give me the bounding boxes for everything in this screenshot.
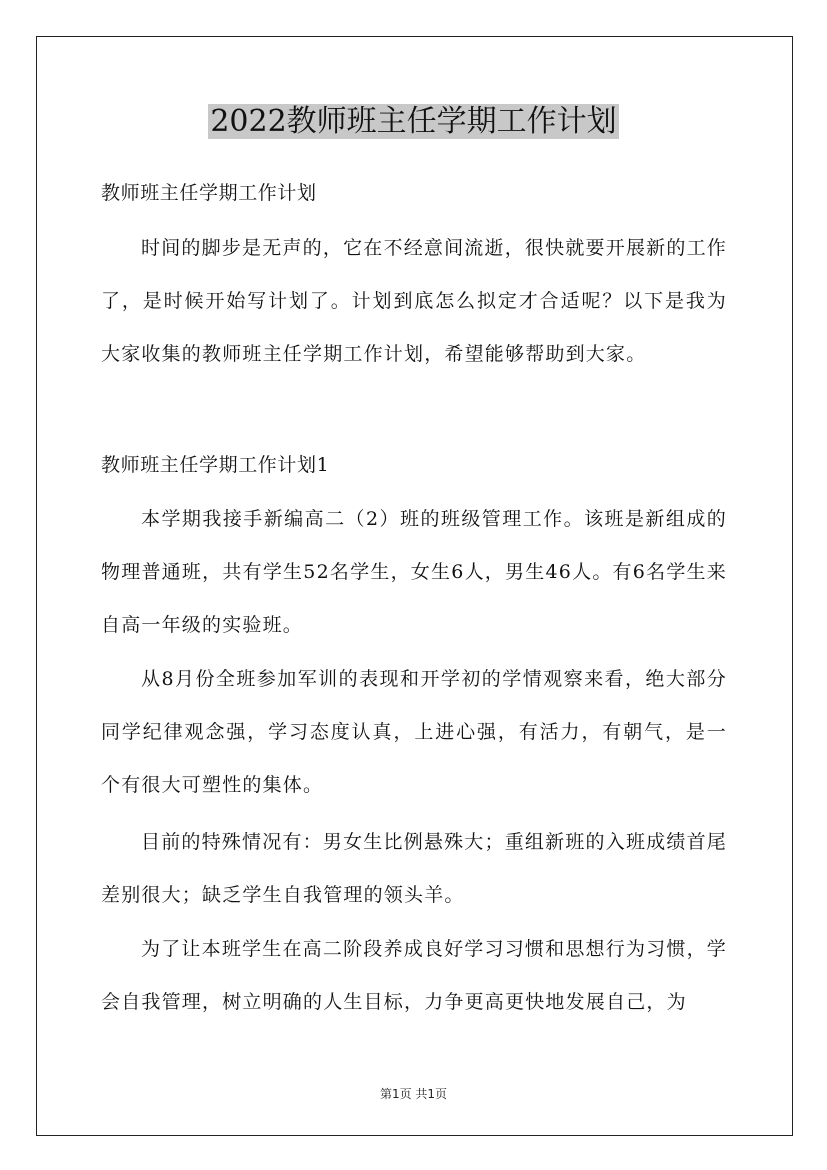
body-paragraph-2: 从8月份全班参加军训的表现和开学初的学情观察来看，绝大部分同学纪律观念强，学习态度认真，上进心强，有活力，有朝气，是一个有很大可塑性的集体。 xyxy=(101,668,727,796)
body-paragraph-1: 本学期我接手新编高二（2）班的班级管理工作。该班是新组成的物理普通班，共有学生52名学生，女生6人，男生46人。有6名学生来自高一年级的实验班。 xyxy=(101,508,727,636)
document-title xyxy=(0,101,827,143)
document-title-text: 2022教师班主任学期工作计划 xyxy=(210,104,617,139)
document-subtitle: 教师班主任学期工作计划 xyxy=(101,182,317,204)
intro-paragraph: 时间的脚步是无声的，它在不经意间流逝，很快就要开展新的工作了，是时候开始写计划了。计划到底怎么拟定才合适呢？以下是我为大家收集的教师班主任学期工作计划，希望能够帮助到大家。 xyxy=(101,237,727,365)
body-paragraph-3: 目前的特殊情况有：男女生比例悬殊大；重组新班的入班成绩首尾差别很大；缺乏学生自我管理的领头羊。 xyxy=(101,831,727,906)
page-footer: 第1页 共1页 xyxy=(379,1087,448,1101)
section-heading: 教师班主任学期工作计划1 xyxy=(101,454,330,476)
body-paragraph-4: 为了让本班学生在高二阶段养成良好学习习惯和思想行为习惯，学会自我管理，树立明确的人生目标，力争更高更快地发展自己，为 xyxy=(101,938,727,1013)
